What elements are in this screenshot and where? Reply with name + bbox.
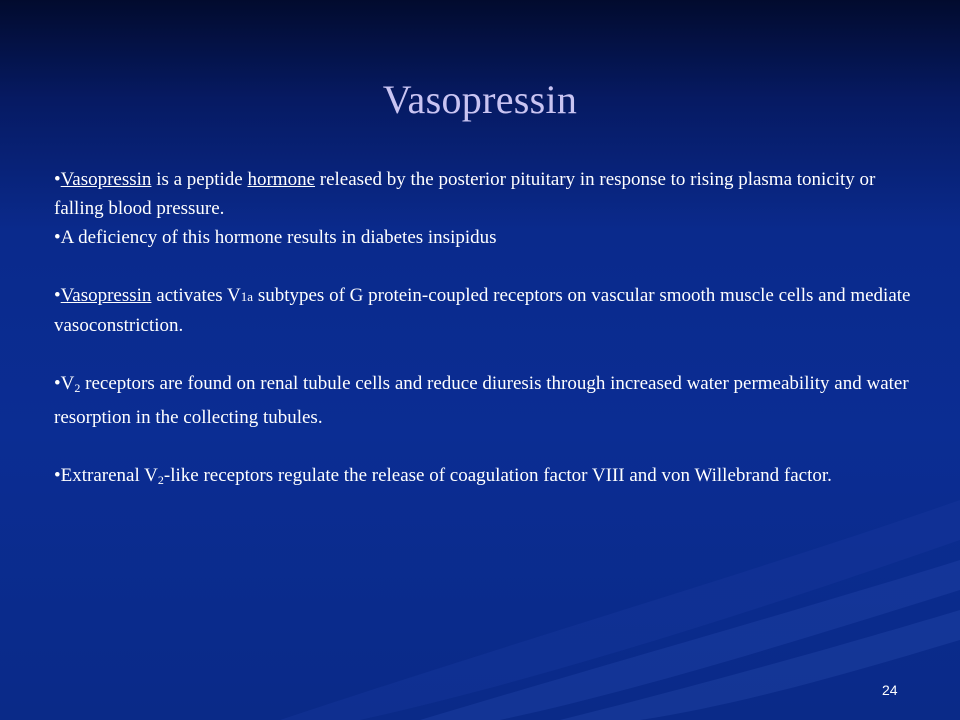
bullet-text: Extrarenal V	[60, 465, 158, 486]
spacer	[54, 432, 914, 461]
subscript-label: 2	[157, 473, 164, 487]
bullet-text: receptors are found on renal tubule cells and reduce diuresis through increased water permeability and water resorption in the collecting tubules.	[54, 373, 909, 428]
spacer	[54, 340, 914, 369]
bullet-text: A deficiency of this hormone results in diabetes insipidus	[60, 227, 497, 248]
bullet-text: V	[60, 373, 75, 394]
subscript-label: 1a	[240, 289, 254, 304]
slide-body	[54, 165, 914, 495]
bullet-marker: •	[54, 169, 61, 190]
bullet-marker: •	[54, 373, 61, 394]
bullet-text: is a peptide	[151, 169, 248, 190]
bullet-text: -like receptors regulate the release of coagulation factor VIII and von Willebrand factor.	[163, 465, 832, 486]
page-number: 24	[882, 682, 898, 698]
bullet-item	[54, 281, 914, 340]
bullet-item	[54, 165, 914, 223]
vasopressin-link[interactable]: Vasopressin	[60, 169, 152, 190]
bullet-text: released by the posterior pituitary in response to rising plasma tonicity or falling blood pressure.	[54, 169, 876, 219]
bullet-text: subtypes of G protein-coupled receptors on vascular smooth muscle cells and mediate vasoconstriction.	[54, 285, 911, 336]
bullet-item	[54, 223, 914, 252]
bullet-text: activates V	[151, 285, 241, 306]
bullet-marker: •	[54, 465, 61, 486]
vasopressin-link[interactable]: Vasopressin	[60, 285, 152, 306]
bullet-item	[54, 369, 914, 432]
bullet-item	[54, 461, 914, 495]
subscript-label: 2	[74, 381, 81, 395]
bullet-marker: •	[54, 285, 61, 306]
slide-title: Vasopressin	[382, 77, 578, 122]
hormone-link[interactable]: hormone	[247, 169, 316, 190]
spacer	[54, 252, 914, 281]
bullet-marker: •	[54, 227, 61, 248]
